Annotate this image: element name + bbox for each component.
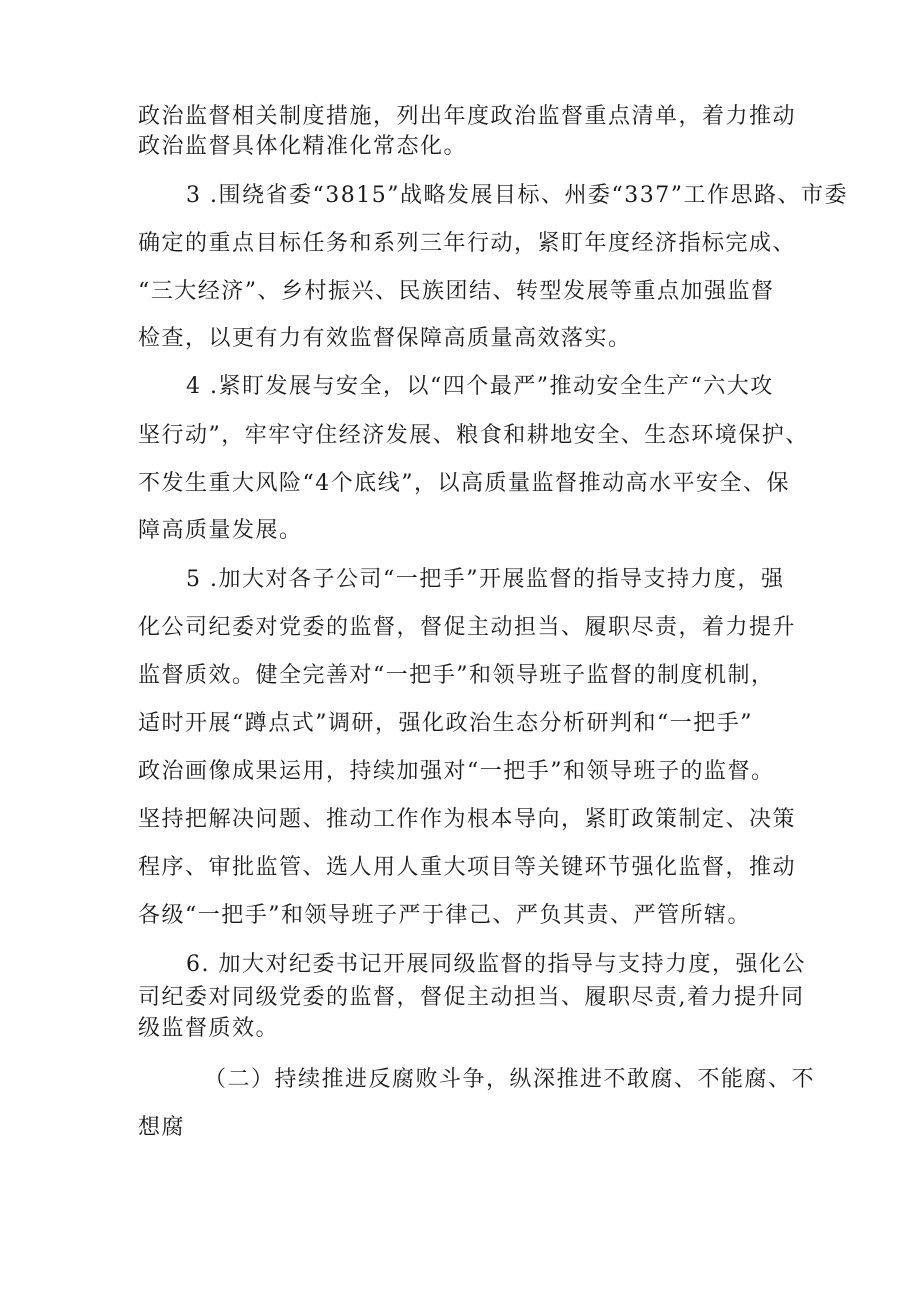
paragraph-item-5-line-2: 化公司纪委对党委的监督，督促主动担当、履职尽责，着力提升 bbox=[138, 615, 797, 640]
paragraph-intro-line-2: 政治监督具体化精准化常态化。 bbox=[138, 134, 468, 159]
paragraph-item-5-line-3: 监督质效。健全完善对“一把手”和领导班子监督的制度机制， bbox=[138, 663, 775, 688]
paragraph-item-5-line-7: 程序、审批监管、选人用人重大项目等关键环节强化监督，推动 bbox=[138, 855, 797, 880]
paragraph-item-3-line-1: 3 .围绕省委“3815”战略发展目标、州委“337”工作思路、市委 bbox=[186, 183, 848, 208]
paragraph-item-4-line-3: 不发生重大风险“4个底线”，以高质量监督推动高水平安全、保 bbox=[138, 471, 790, 496]
section-heading-line-2: 想腐 bbox=[138, 1115, 186, 1140]
paragraph-item-5-line-1: 5 .加大对各子公司“一把手”开展监督的指导支持力度，强 bbox=[186, 567, 785, 592]
paragraph-item-5-line-4: 适时开展“蹲点式”调研，强化政治生态分析研判和“一把手” bbox=[138, 711, 753, 736]
paragraph-item-5-line-8: 各级“一把手”和领导班子严于律己、严负其责、严管所辖。 bbox=[138, 903, 751, 928]
paragraph-item-4-line-1: 4 .紧盯发展与安全，以“四个最严”推动安全生产“六大攻 bbox=[186, 374, 774, 399]
paragraph-intro-line-1: 政治监督相关制度措施，列出年度政治监督重点清单，着力推动 bbox=[138, 104, 797, 129]
paragraph-item-6-line-2: 司纪委对同级党委的监督，督促主动担当、履职尽责,着力提升同 bbox=[138, 985, 805, 1010]
paragraph-item-3-line-2: 确定的重点目标任务和系列三年行动，紧盯年度经济指标完成、 bbox=[138, 231, 797, 256]
paragraph-item-3-line-3: “三大经济”、乡村振兴、民族团结、转型发展等重点加强监督 bbox=[138, 279, 775, 304]
paragraph-item-3-line-4: 检查，以更有力有效监督保障高质量高效落实。 bbox=[138, 326, 632, 351]
paragraph-item-6-line-1: 6. 加大对纪委书记开展同级监督的指导与支持力度，强化公 bbox=[186, 952, 806, 977]
paragraph-item-5-line-5: 政治画像成果运用，持续加强对“一把手”和领导班子的监督。 bbox=[138, 759, 775, 784]
paragraph-item-4-line-4: 障高质量发展。 bbox=[138, 518, 303, 543]
paragraph-item-6-line-3: 级监督质效。 bbox=[138, 1016, 280, 1041]
section-heading-line-1: （二）持续推进反腐败斗争，纵深推进不敢腐、不能腐、不 bbox=[204, 1067, 816, 1092]
paragraph-item-5-line-6: 坚持把解决问题、推动工作作为根本导向，紧盯政策制定、决策 bbox=[138, 807, 797, 832]
paragraph-item-4-line-2: 坚行动”，牢牢守住经济发展、粮食和耕地安全、生态环境保护、 bbox=[138, 423, 809, 448]
